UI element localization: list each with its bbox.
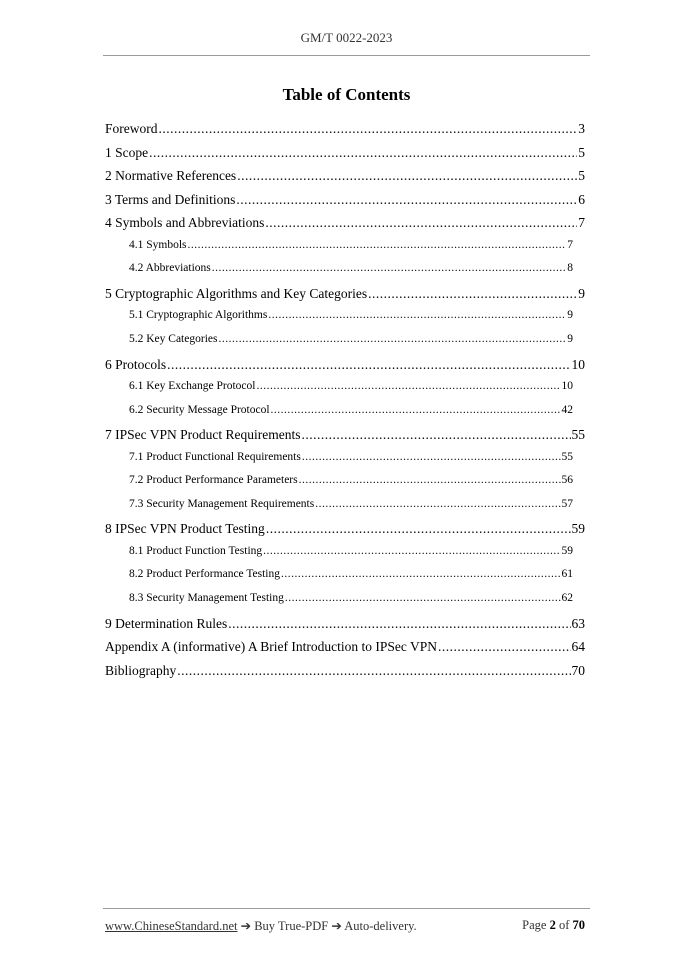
toc-entry-title: 5.2 Key Categories: [129, 332, 218, 345]
toc-subentry[interactable]: [129, 262, 573, 274]
toc-entry-title: 7.2 Product Performance Parameters: [129, 474, 298, 487]
dot-leader: [236, 192, 577, 208]
toc-entry-title: Appendix A (informative) A Brief Introduction to IPSec VPN: [105, 639, 437, 655]
toc-subentry[interactable]: [129, 568, 573, 580]
toc-entry-page: 5: [578, 144, 585, 160]
dot-leader: [159, 121, 578, 137]
toc-entry[interactable]: [105, 286, 585, 302]
footer-divider: [103, 908, 590, 909]
toc-entry[interactable]: [105, 168, 585, 184]
dot-leader: [299, 474, 561, 486]
document-code-header: GM/T 0022-2023: [300, 30, 393, 45]
toc-entry-title: Foreword: [105, 121, 158, 136]
toc-entry-page: 64: [571, 639, 585, 655]
dot-leader: [149, 145, 577, 161]
toc-entry[interactable]: [105, 145, 585, 161]
toc-entry[interactable]: [105, 521, 585, 537]
dot-leader: [218, 333, 566, 345]
dot-leader: [281, 568, 560, 580]
toc-entry-title: 1 Scope: [105, 144, 149, 160]
toc-subentry[interactable]: [129, 333, 573, 345]
toc-entry-page: 61: [561, 568, 573, 581]
toc-entry-title: 3 Terms and Definitions: [105, 191, 236, 207]
toc-entry-title: 5 Cryptographic Algorithms and Key Categories: [105, 285, 368, 301]
toc-entry-page: 70: [571, 662, 585, 678]
toc-entry-page: 9: [578, 285, 585, 301]
toc-entry[interactable]: [105, 639, 585, 655]
toc-entry-title: 6 Protocols: [105, 356, 167, 372]
dot-leader: [315, 498, 560, 510]
website-link[interactable]: www.ChineseStandard.net: [105, 919, 238, 933]
dot-leader: [266, 521, 571, 537]
toc-entry-page: 56: [561, 474, 573, 487]
toc-entry-page: 59: [571, 521, 585, 537]
promo-text: ➔ Buy True-PDF ➔ Auto-delivery.: [237, 919, 417, 933]
toc-entry-title: 8.1 Product Function Testing: [129, 544, 263, 557]
toc-subentry[interactable]: [129, 239, 573, 251]
dot-leader: [256, 380, 560, 392]
toc-entry-page: 55: [571, 427, 585, 443]
toc-entry-title: 6.1 Key Exchange Protocol: [129, 380, 256, 393]
toc-subentry[interactable]: [129, 309, 573, 321]
toc-entry-page: 62: [561, 592, 573, 604]
toc-entry-page: 7: [578, 215, 585, 231]
toc-entry-page: 6: [578, 191, 585, 207]
toc-entry-page: 9: [567, 309, 573, 322]
toc-entry[interactable]: [105, 192, 585, 208]
toc-entry[interactable]: [105, 427, 585, 443]
page-current: 2: [549, 918, 556, 932]
toc-entry-page: 63: [571, 615, 585, 631]
toc-entry-page: 3: [578, 121, 585, 136]
toc-entry-page: 7: [567, 238, 573, 251]
toc-subentry[interactable]: [129, 404, 573, 416]
toc-entry[interactable]: [105, 121, 585, 137]
toc-entry[interactable]: [105, 616, 585, 632]
toc-entry[interactable]: [105, 357, 585, 373]
toc-entry-title: Bibliography: [105, 662, 177, 678]
toc-entry-title: 4 Symbols and Abbreviations: [105, 215, 265, 231]
dot-leader: [265, 215, 577, 231]
dot-leader: [212, 262, 566, 274]
toc-subentry[interactable]: [129, 545, 573, 557]
toc-entry-title: 4.1 Symbols: [129, 238, 187, 251]
dot-leader: [263, 545, 560, 557]
dot-leader: [285, 592, 561, 604]
page-label: Page: [522, 918, 547, 932]
toc-title: Table of Contents: [282, 85, 411, 104]
toc-entry-page: 9: [567, 332, 573, 345]
toc-subentry[interactable]: [129, 474, 573, 486]
toc-entry[interactable]: [105, 215, 585, 231]
dot-leader: [368, 286, 577, 302]
page-footer: [105, 918, 585, 934]
toc-entry-page: 59: [561, 544, 573, 557]
dot-leader: [438, 639, 571, 655]
toc-entry-title: 4.2 Abbreviations: [129, 262, 211, 275]
toc-entry-title: 5.1 Cryptographic Algorithms: [129, 309, 268, 322]
toc-entry-title: 7 IPSec VPN Product Requirements: [105, 427, 301, 443]
toc-entry-page: 10: [561, 380, 573, 393]
toc-entry-page: 10: [571, 356, 585, 372]
toc-entry-page: 55: [561, 450, 573, 463]
dot-leader: [228, 616, 570, 632]
toc-subentry[interactable]: [129, 592, 573, 604]
toc-subentry[interactable]: [129, 451, 573, 463]
dot-leader: [302, 451, 561, 463]
page-total: 70: [572, 918, 585, 932]
toc-entry-title: 7.3 Security Management Requirements: [129, 497, 315, 510]
toc-entry-title: 9 Determination Rules: [105, 615, 228, 631]
dot-leader: [268, 309, 566, 321]
toc-subentry[interactable]: [129, 380, 573, 392]
header-divider: [103, 55, 590, 56]
toc-entry-page: 57: [561, 497, 573, 510]
dot-leader: [237, 168, 577, 184]
dot-leader: [177, 663, 570, 679]
toc-entry-page: 8: [567, 262, 573, 275]
dot-leader: [188, 239, 567, 251]
dot-leader: [302, 427, 571, 443]
toc-entry-title: 2 Normative References: [105, 168, 237, 184]
toc-entry-page: 42: [561, 403, 573, 416]
toc-entry-title: 7.1 Product Functional Requirements: [129, 450, 301, 463]
toc-entry-title: 8.2 Product Performance Testing: [129, 568, 281, 581]
footer-promo: [105, 918, 417, 934]
toc-entry[interactable]: [105, 663, 585, 679]
toc-entry-page: 5: [578, 168, 585, 184]
dot-leader: [167, 357, 570, 373]
toc-subentry[interactable]: [129, 498, 573, 510]
page-of-label: of: [558, 918, 570, 932]
toc-entry-title: 6.2 Security Message Protocol: [129, 403, 270, 416]
page-indicator: [522, 918, 585, 934]
toc-entry-title: 8.3 Security Management Testing: [129, 592, 284, 604]
dot-leader: [271, 404, 561, 416]
toc-entry-title: 8 IPSec VPN Product Testing: [105, 521, 265, 537]
